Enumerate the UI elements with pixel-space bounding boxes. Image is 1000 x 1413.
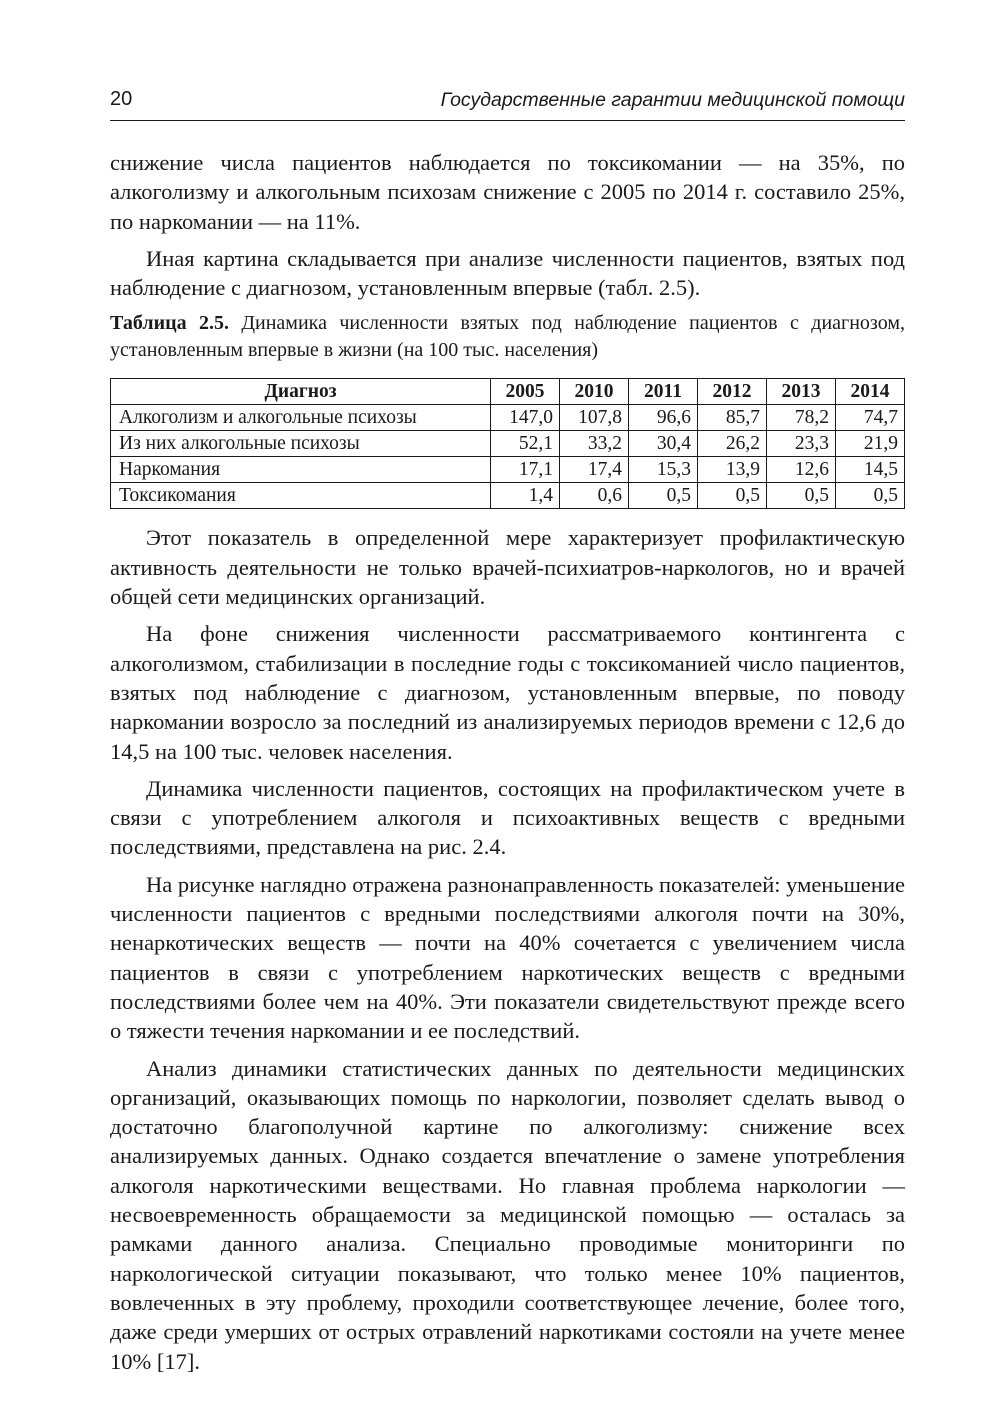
table-cell: 0,6 [560, 483, 629, 509]
column-header: 2010 [560, 379, 629, 405]
table-cell: 12,6 [767, 457, 836, 483]
paragraph: На рисунке наглядно отражена разнонаправленность показателей: уменьшение численности пациентов с вредными последствиями алкоголя почти на 30%, ненаркотических веществ — почти на 40% сочетается с увеличением числа пациентов в связи с употреблением наркотических веществ с вредными последствиями более чем на 40%. Эти показатели свидетельствуют прежде всего о тяжести течения наркомании и ее последствий. [110, 871, 905, 1044]
table-caption-text: Динамика численности взятых под наблюдение пациентов с диагнозом, установленным впервые в жизни (на 100 тыс. населения) [110, 312, 905, 362]
column-header: 2012 [698, 379, 767, 405]
table-caption [110, 310, 905, 364]
table-cell: 78,2 [767, 405, 836, 431]
table-cell: 33,2 [560, 431, 629, 457]
table-cell: 14,5 [836, 457, 905, 483]
running-title: Государственные гарантии медицинской помощи [440, 89, 905, 111]
paragraph: На фоне снижения численности рассматриваемого контингента с алкоголизмом, стабилизации в последние годы с токсикоманией число пациентов, взятых под наблюдение с диагнозом, установленным впервые, по поводу наркомании возросло за последний из анализируемых периодов времени с 12,6 до 14,5 на 100 тыс. человек населения. [110, 621, 905, 764]
paragraph: Анализ динамики статистических данных по деятельности медицинских организаций, оказывающих помощь по наркологии, позволяет сделать вывод о достаточно благополучной картине по алкоголизму: снижение всех анализируемых данных. Однако создается впечатление о замене употребления алкоголя наркотическими веществами. Но главная проблема наркологии — несвоевременность обращаемости за медицинской помощью — осталась за рамками данного анализа. Специально проводимые мониторинги по наркологической ситуации показывают, что только менее 10% пациентов, вовлеченных в эту проблему, проходили соответствующее лечение, более того, даже среди умерших от острых отравлений наркотиками состояли на учете менее 10% [17]. [110, 1055, 905, 1374]
table-cell: 17,1 [491, 457, 560, 483]
table-cell: 107,8 [560, 405, 629, 431]
table-cell: 30,4 [629, 431, 698, 457]
column-header: 2014 [836, 379, 905, 405]
page-body [110, 148, 905, 1384]
paragraph: Динамика численности пациентов, состоящих на профилактическом учете в связи с употреблением алкоголя и психоактивных веществ с вредными последствиями, представлена на рис. 2.4. [110, 775, 905, 860]
table-cell: 0,5 [629, 483, 698, 509]
table-cell: 26,2 [698, 431, 767, 457]
column-header: 2005 [491, 379, 560, 405]
table-cell: 147,0 [491, 405, 560, 431]
table-cell: Алкоголизм и алкогольные психозы [111, 405, 491, 431]
table-row [111, 457, 905, 483]
table-row [111, 405, 905, 431]
table-caption-label: Таблица 2.5. [110, 312, 229, 335]
table-cell: 85,7 [698, 405, 767, 431]
column-header: 2011 [629, 379, 698, 405]
page-number: 20 [110, 88, 133, 110]
paragraph: Иная картина складывается при анализе численности пациентов, взятых под наблюдение с диагнозом, установленным впервые (табл. 2.5). [110, 245, 905, 301]
table-cell: Токсикомания [111, 483, 491, 509]
paragraph: Этот показатель в определенной мере характеризует профилактическую активность деятельности не только врачей-психиатров-наркологов, но и врачей общей сети медицинских организаций. [110, 525, 905, 610]
table-cell: 0,5 [767, 483, 836, 509]
table-cell: 52,1 [491, 431, 560, 457]
table-row [111, 431, 905, 457]
table-cell: 96,6 [629, 405, 698, 431]
table-row [111, 483, 905, 509]
table-cell: 23,3 [767, 431, 836, 457]
table-cell: Из них алкогольные психозы [111, 431, 491, 457]
data-table [110, 378, 905, 509]
table-cell: 15,3 [629, 457, 698, 483]
column-header: Диагноз [111, 379, 491, 405]
page-header [110, 88, 905, 121]
table-cell: 74,7 [836, 405, 905, 431]
table-cell: 21,9 [836, 431, 905, 457]
table-cell: 13,9 [698, 457, 767, 483]
table-cell: 17,4 [560, 457, 629, 483]
table-cell: Наркомания [111, 457, 491, 483]
table-cell: 0,5 [836, 483, 905, 509]
paragraph: снижение числа пациентов наблюдается по токсикомании — на 35%, по алкоголизму и алкогольным психозам снижение с 2005 по 2014 г. составило 25%, по наркомании — на 11%. [110, 150, 905, 234]
table-header-row [111, 379, 905, 405]
column-header: 2013 [767, 379, 836, 405]
table-cell: 1,4 [491, 483, 560, 509]
table-cell: 0,5 [698, 483, 767, 509]
